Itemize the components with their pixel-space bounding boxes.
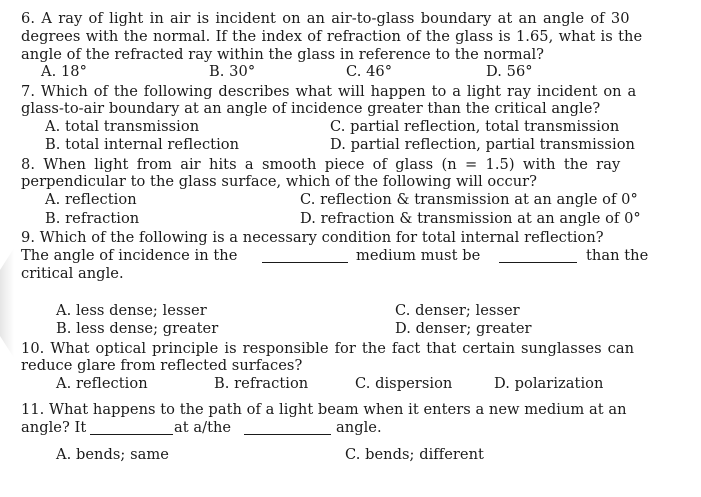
page-edge-shadow xyxy=(0,248,14,358)
q11-blank-sentence-end: angle. xyxy=(336,419,382,436)
q11-line-1: 11. What happens to the path of a light beam when it enters a new medium at an xyxy=(21,401,627,418)
q7-option-c: C. partial reflection, total transmission xyxy=(330,118,620,135)
q9-blank-sentence-end: than the xyxy=(586,247,649,264)
q8-option-c: C. reflection & transmission at an angle of 0° xyxy=(300,191,638,208)
q6-line-3: angle of the refracted ray within the glass in reference to the normal? xyxy=(21,46,545,63)
q11-option-c: C. bends; different xyxy=(345,446,484,463)
q10-option-c: C. dispersion xyxy=(355,375,453,392)
q10-line-2: reduce glare from reflected surfaces? xyxy=(21,357,303,374)
q7-option-d: D. partial reflection, partial transmission xyxy=(330,136,635,153)
q8-option-b: B. refraction xyxy=(45,210,140,227)
q7-option-a: A. total transmission xyxy=(45,118,200,135)
q9-blank-sentence-middle: medium must be xyxy=(356,247,481,264)
q9-blank-sentence-start: The angle of incidence in the xyxy=(21,247,238,264)
q9-line-1: 9. Which of the following is a necessary condition for total internal reflection? xyxy=(21,229,604,246)
q8-line-2: perpendicular to the glass surface, which of the following will occur? xyxy=(21,173,538,190)
q9-option-d: D. denser; greater xyxy=(395,320,532,337)
q7-line-1: 7. Which of the following describes what will happen to a light ray incident on a xyxy=(21,83,637,100)
q9-blank-1[interactable] xyxy=(262,250,348,263)
q8-line-1: 8. When light from air hits a smooth piece of glass (n = 1.5) with the ray xyxy=(21,156,621,173)
q7-option-b: B. total internal reflection xyxy=(45,136,240,153)
q6-option-b: B. 30° xyxy=(209,63,256,80)
q6-option-c: C. 46° xyxy=(346,63,393,80)
q6-line-2: degrees with the normal. If the index of refraction of the glass is 1.65, what is the xyxy=(21,28,643,45)
q6-option-a: A. 18° xyxy=(41,63,87,80)
q11-blank-sentence-middle: at a/the xyxy=(174,419,232,436)
q11-option-a: A. bends; same xyxy=(56,446,169,463)
q10-line-1: 10. What optical principle is responsible for the fact that certain sunglasses can xyxy=(21,340,635,357)
q9-option-c: C. denser; lesser xyxy=(395,302,520,319)
q7-line-2: glass-to-air boundary at an angle of incidence greater than the critical angle? xyxy=(21,100,601,117)
q8-option-d: D. refraction & transmission at an angle of 0° xyxy=(300,210,641,227)
q10-option-d: D. polarization xyxy=(494,375,604,392)
q9-line-3: critical angle. xyxy=(21,265,124,282)
q6-line-1: 6. A ray of light in air is incident on an air-to-glass boundary at an angle of 30 xyxy=(21,10,630,27)
q11-blank-sentence-start: angle? It xyxy=(21,419,87,436)
q6-option-d: D. 56° xyxy=(486,63,533,80)
q10-option-a: A. reflection xyxy=(56,375,148,392)
q9-option-a: A. less dense; lesser xyxy=(56,302,207,319)
q10-option-b: B. refraction xyxy=(214,375,309,392)
q8-option-a: A. reflection xyxy=(45,191,137,208)
q11-blank-1[interactable] xyxy=(90,422,173,435)
q11-blank-2[interactable] xyxy=(244,422,331,435)
q9-option-b: B. less dense; greater xyxy=(56,320,219,337)
q9-blank-2[interactable] xyxy=(499,250,577,263)
